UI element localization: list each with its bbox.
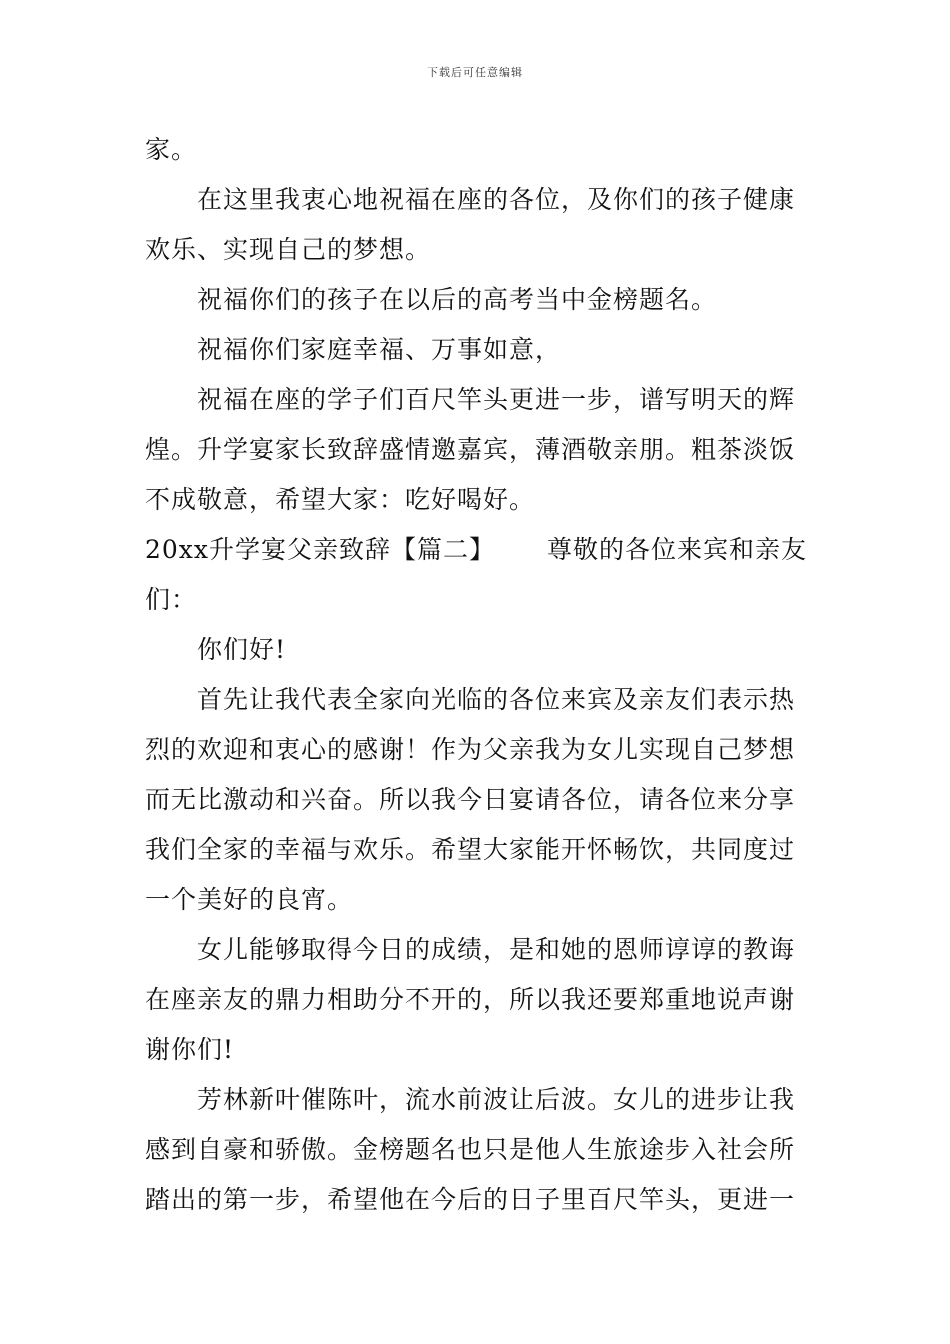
paragraph: 家。 [145, 135, 198, 164]
paragraph: 祝福你们的孩子在以后的高考当中金榜题名。 [197, 285, 718, 314]
paragraph: 首先让我代表全家向光临的各位来宾及亲友们表示热烈的欢迎和衷心的感谢！作为父亲我为女儿实现自己梦想而无比激动和兴奋。所以我今日宴请各位，请各位来分享我们全家的幸福与欢乐。希望大家能开怀畅饮，共同度过一个美好的良宵。 [145, 685, 796, 914]
section-heading-title: 20xx升学宴父亲致辞【篇二】 [145, 535, 496, 564]
page-header-note: 下载后可任意编辑 [427, 66, 523, 79]
paragraph: 你们好! [197, 635, 287, 664]
paragraph: 芳林新叶催陈叶，流水前波让后波。女儿的进步让我感到自豪和骄傲。金榜题名也只是他人生旅途步入社会所踏出的第一步，希望他在今后的日子里百尺竿头，更进一 [145, 1085, 796, 1214]
section-heading-line [145, 525, 810, 575]
salutation-end: 们： [145, 585, 198, 614]
paragraph: 在这里我衷心地祝福在座的各位，及你们的孩子健康欢乐、实现自己的梦想。 [145, 185, 796, 264]
salutation-start: 尊敬的各位来宾和亲友 [547, 535, 808, 564]
paragraph: 女儿能够取得今日的成绩，是和她的恩师谆谆的教诲在座亲友的鼎力相助分不开的，所以我还要郑重地说声谢谢你们! [145, 935, 796, 1064]
paragraph: 祝福你们家庭幸福、万事如意， [197, 335, 562, 364]
paragraph: 祝福在座的学子们百尺竿头更进一步，谱写明天的辉煌。升学宴家长致辞盛情邀嘉宾，薄酒敬亲朋。粗茶淡饭不成敬意，希望大家：吃好喝好。 [145, 385, 796, 514]
document-body [145, 125, 810, 1225]
